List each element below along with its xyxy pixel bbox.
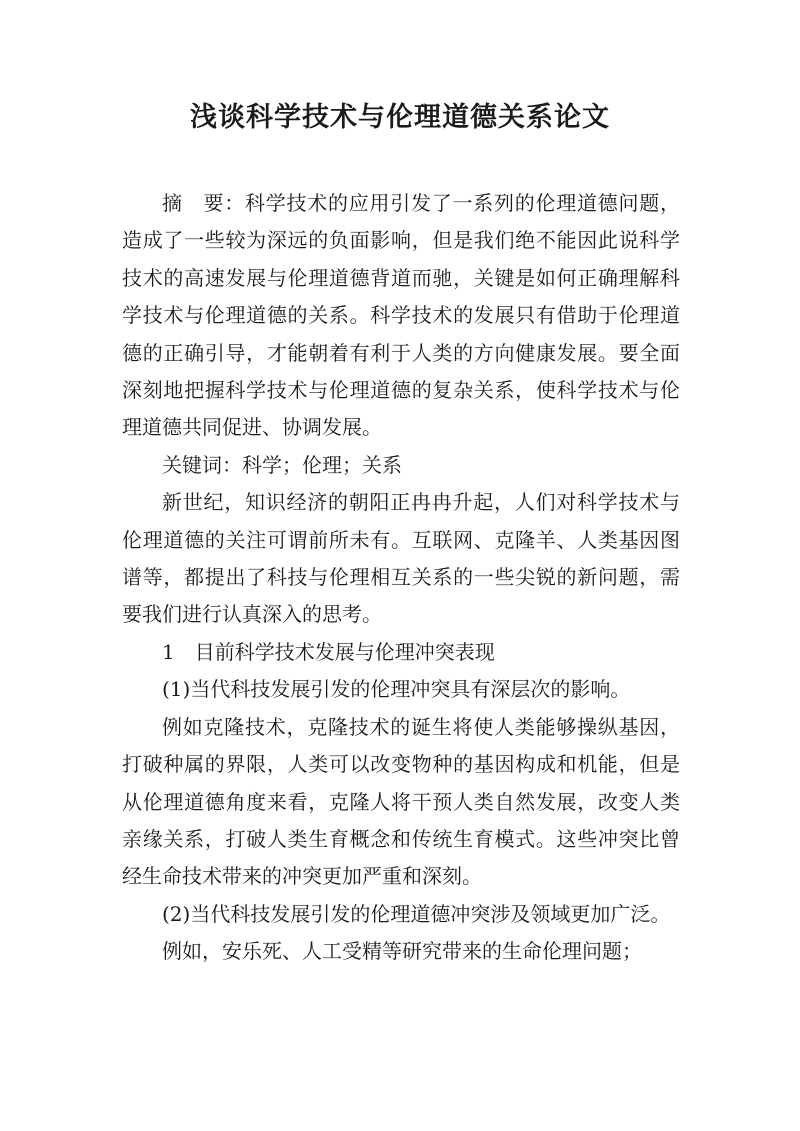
point-heading-1: (1)当代科技发展引发的伦理冲突具有深层次的影响。: [162, 677, 631, 702]
intro-paragraph: 新世纪，知识经济的朝阳正冉冉升起，人们对科学技术与伦理道德的关注可谓前所未有。互联网、克隆羊、人类基因图谱等，都提出了科技与伦理相互关系的一些尖锐的新问题，需要我们进行认真深入的思考。: [122, 490, 680, 627]
section-heading: 1 目前科学技术发展与伦理冲突表现: [162, 639, 495, 664]
document-title: 浅谈科学技术与伦理道德关系论文: [190, 102, 610, 133]
body-paragraph: 例如，安乐死、人工受精等研究带来的生命伦理问题；: [162, 939, 642, 964]
abstract-paragraph: 摘 要：科学技术的应用引发了一系列的伦理道德问题，造成了一些较为深远的负面影响，但是我们绝不能因此说科学技术的高速发展与伦理道德背道而驰，关键是如何正确理解科学技术与伦理道德的关系。科学技术的发展只有借助于伦理道德的正确引导，才能朝着有利于人类的方向健康发展。要全面深刻地把握科学技术与伦理道德的复杂关系，使科学技术与伦理道德共同促进、协调发展。: [122, 191, 680, 440]
point-heading-2: (2)当代科技发展引发的伦理道德冲突涉及领域更加广泛。: [162, 901, 671, 926]
document-body: [122, 185, 680, 971]
keywords-paragraph: 关键词：科学；伦理；关系: [162, 452, 402, 477]
body-paragraph: 例如克隆技术，克隆技术的诞生将使人类能够操纵基因，打破种属的界限，人类可以改变物种的基因构成和机能，但是从伦理道德角度来看，克隆人将干预人类自然发展，改变人类亲缘关系，打破人类生育概念和传统生育模式。这些冲突比曾经生命技术带来的冲突更加严重和深刻。: [122, 714, 680, 889]
